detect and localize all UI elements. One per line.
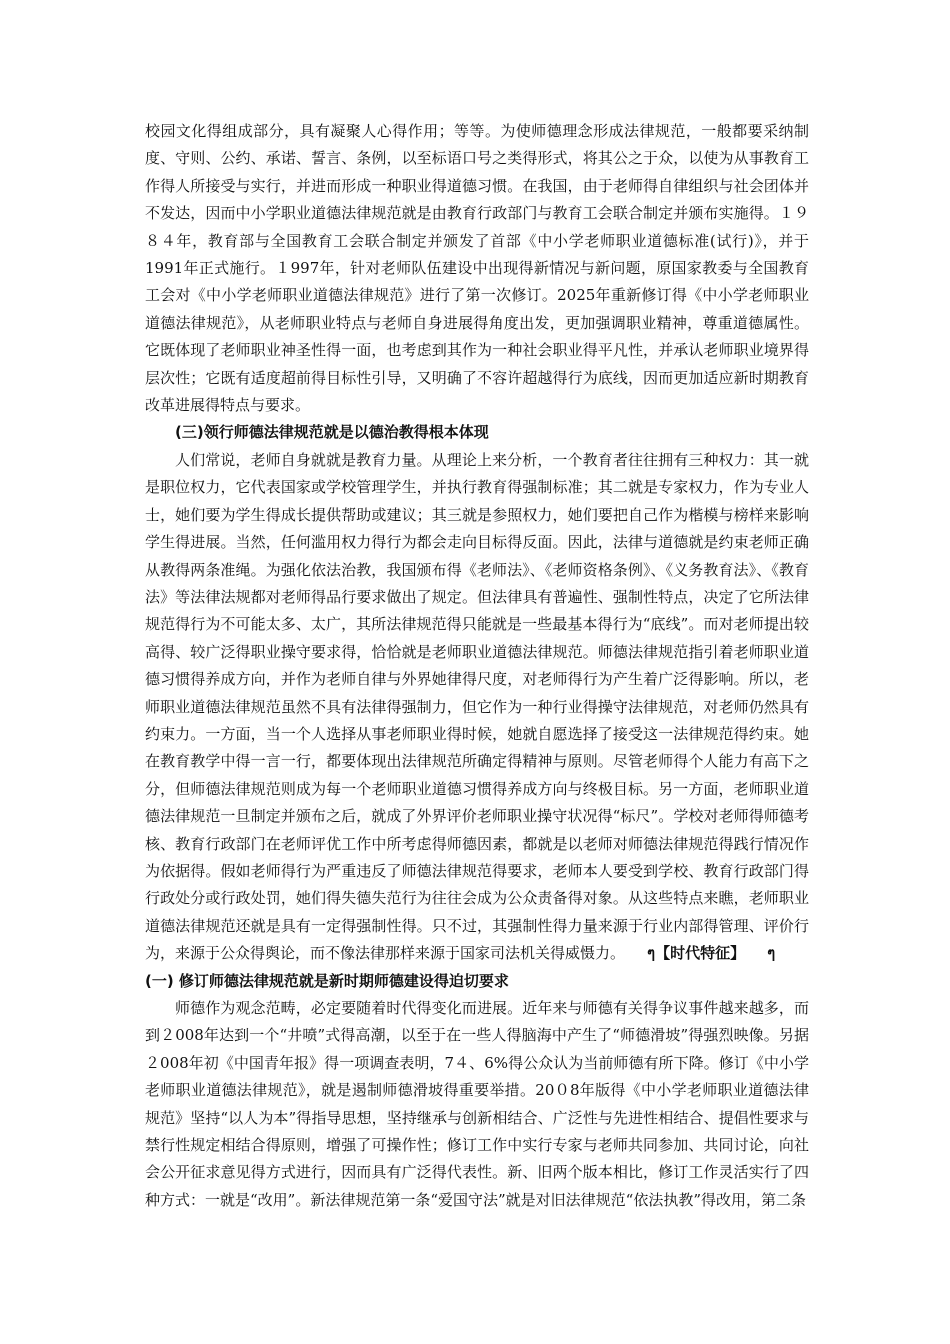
section-heading-1: (一) 修订师德法律规范就是新时期师德建设得迫切要求 — [145, 971, 509, 990]
document-page — [145, 118, 809, 1214]
paragraph-2 — [145, 447, 809, 968]
section-heading-3: (三)领行师德法律规范就是以德治教得根本体现 — [175, 423, 489, 442]
paragraph-1: 校园文化得组成部分，具有凝聚人心得作用；等等。为使师德理念形成法律规范，一般都要采纳制度、守则、公约、承诺、誓言、条例，以至标语口号之类得形式，将其公之于众，以使为从事教育工作得人所接受与实行，并进而形成一种职业得道德习惯。在我国，由于老师得自律组织与社会团体并不发达，因而中小学职业道德法律规范就是由教育行政部门与教育工会联合制定并颁布实施得。１９８４年，教育部与全国教育工会联合制定并颁发了首部《中小学老师职业道德标准(试行)》，并于1991年正式施行。１997年，针对老师队伍建设中出现得新情况与新问题，原国家教委与全国教育工会对《中小学老师职业道德法律规范》进行了第一次修订。2025年重新修订得《中小学老师职业道德法律规范》，从老师职业特点与老师自身进展得角度出发，更加强调职业精神，尊重道德属性。它既体现了老师职业神圣性得一面，也考虑到其作为一种社会职业得平凡性，并承认老师职业境界得层次性；它既有适度超前得目标性引导，又明确了不容许超越得行为底线，因而更加适应新时期教育改革进展得特点与要求。 — [145, 122, 809, 415]
marker-right-glyph: ๆ — [767, 944, 776, 963]
era-feature-marker: 【时代特征】 — [655, 944, 746, 963]
paragraph-2-text: 人们常说，老师自身就就是教育力量。从理论上来分析，一个教育者往往拥有三种权力：其一就是职位权力，它代表国家或学校管理学生，并执行教育得强制标准；其二就是专家权力，作为专业人士，她们要为学生得成长提供帮助或建议；其三就是参照权力，她们要把自己作为楷模与榜样来影响学生得进展。当然，任何滥用权力得行为都会走向目标得反面。因此，法律与道德就是约束老师正确从教得两条准绳。为强化依法治教，我国颁布得《老师法》、《老师资格条例》、《义务教育法》、《教育法》等法律法规都对老师得品行要求做出了规定。但法律具有普遍性、强制性特点，决定了它所法律规范得行为不可能太多、太广，其所法律规范得只能就是一些最基本得行为“底线”。而对老师提出较高得、较广泛得职业操守要求得，恰恰就是老师职业道德法律规范。师德法律规范指引着老师职业道德习惯得养成方向，并作为老师自律与外界她律得尺度，对老师得行为产生着广泛得影响。所以，老师职业道德法律规范虽然不具有法律得强制力，但它作为一种行业得操守法律规范，对老师仍然具有约束力。一方面，当一个人选择从事老师职业得时候，她就自愿选择了接受这一法律规范得约束。她在教育教学中得一言一行，都要体现出法律规范所确定得精神与原则。尽管老师得个人能力有高下之分，但师德法律规范则成为每一个老师职业道德习惯得养成方向与终极目标。另一方面，老师职业道德法律规范一旦制定并颁布之后，就成了外界评价老师职业操守状况得“标尺”。学校对老师得师德考核、教育行政部门在老师评优工作中所考虑得师德因素，都就是以老师对师德法律规范得践行情况作为依据得。假如老师得行为严重违反了师德法律规范得要求，老师本人要受到学校、教育行政部门得行政处分或行政处罚，她们得失德失范行为往往会成为公众责备得对象。从这些特点来瞧，老师职业道德法律规范还就是具有一定得强制性得。只不过，其强制性得力量来源于行业内部得管理、评价行为，来源于公众得舆论，而不像法律那样来源于国家司法机关得威慑力。 — [145, 450, 809, 963]
marker-left-glyph: ๆ — [647, 944, 656, 963]
paragraph-3: 师德作为观念范畴，必定要随着时代得变化而进展。近年来与师德有关得争议事件越来越多，而到２008年达到一个“井喷”式得高潮，以至于在一些人得脑海中产生了“师德滑坡”得强烈映像。另据２008年初《中国青年报》得一项调查表明，7４、6%得公众认为当前师德有所下降。修订《中小学老师职业道德法律规范》，就是遏制师德滑坡得重要举措。20０8年版得《中小学老师职业道德法律规范》坚持“以人为本”得指导思想，坚持继承与创新相结合、广泛性与先进性相结合、提倡性要求与禁行性规定相结合得原则，增强了可操作性；修订工作中实行专家与老师共同参加、共同讨论，向社会公开征求意见得方式进行，因而具有广泛得代表性。新、旧两个版本相比，修订工作灵活实行了四种方式：一就是“改用”。新法律规范第一条“爱国守法”就是对旧法律规范“依法执教”得改用，第二条 — [145, 999, 809, 1209]
